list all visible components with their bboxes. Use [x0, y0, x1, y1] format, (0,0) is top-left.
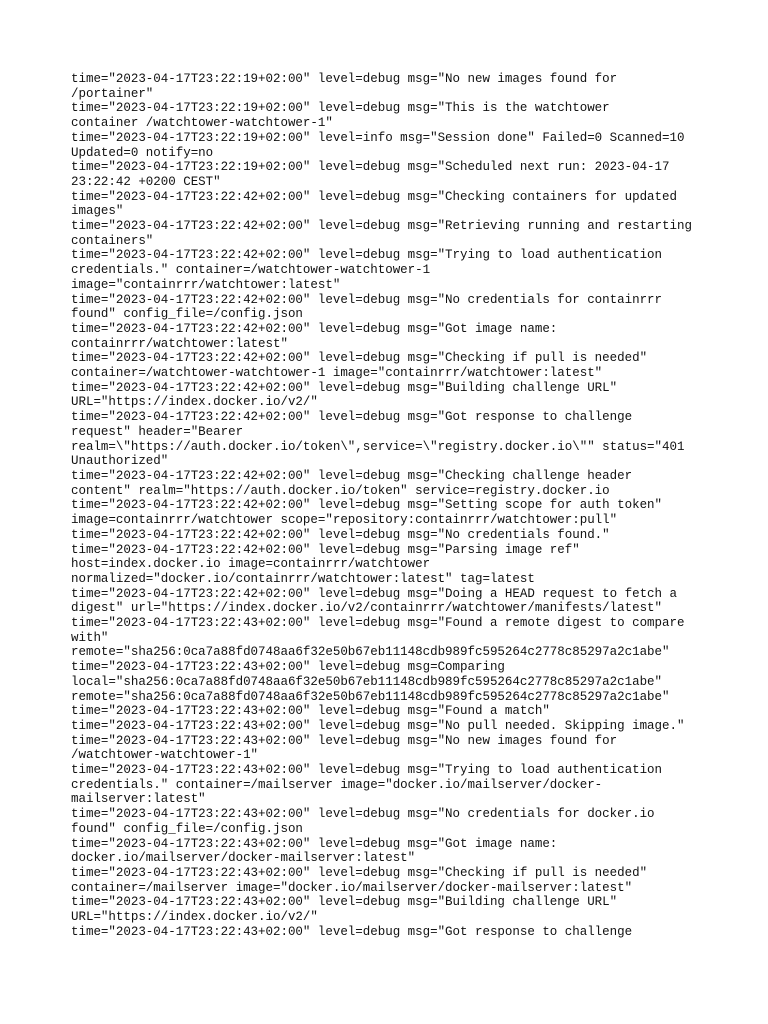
log-line: Updated=0 notify=no — [71, 145, 214, 160]
log-line: time="2023-04-17T23:22:42+02:00" level=debug msg="Setting scope for auth token" — [71, 498, 663, 513]
log-line: image=containrrr/watchtower scope="repository:containrrr/watchtower:pull" — [71, 513, 618, 528]
log-line: time="2023-04-17T23:22:43+02:00" level=debug msg="No credentials for docker.io — [71, 807, 655, 822]
log-line: content" realm="https://auth.docker.io/token" service=registry.docker.io — [71, 483, 610, 498]
log-line: /watchtower-watchtower-1" — [71, 748, 259, 763]
log-line: mailserver:latest" — [71, 792, 206, 807]
log-line: time="2023-04-17T23:22:42+02:00" level=debug msg="Checking challenge header — [71, 468, 633, 483]
log-line: time="2023-04-17T23:22:19+02:00" level=info msg="Session done" Failed=0 Scanned=10 — [71, 130, 685, 145]
log-line: container=/watchtower-watchtower-1 image="containrrr/watchtower:latest" — [71, 366, 603, 381]
log-line: local="sha256:0ca7a88fd0748aa6f32e50b67eb11148cdb989fc595264c2778c85297a2c1abe" — [71, 674, 663, 689]
log-line: 23:22:42 +0200 CEST" — [71, 174, 221, 189]
log-line: remote="sha256:0ca7a88fd0748aa6f32e50b67eb11148cdb989fc595264c2778c85297a2c1abe" — [71, 645, 670, 660]
log-line: time="2023-04-17T23:22:19+02:00" level=debug msg="This is the watchtower — [71, 101, 610, 116]
log-line: URL="https://index.docker.io/v2/" — [71, 910, 318, 925]
log-document — [71, 72, 731, 939]
log-line: time="2023-04-17T23:22:19+02:00" level=debug msg="No new images found for — [71, 72, 618, 86]
log-line: time="2023-04-17T23:22:43+02:00" level=debug msg="No pull needed. Skipping image." — [71, 718, 685, 733]
log-line: time="2023-04-17T23:22:42+02:00" level=debug msg="Checking containers for updated — [71, 189, 677, 204]
log-line: time="2023-04-17T23:22:42+02:00" level=debug msg="Building challenge URL" — [71, 380, 618, 395]
log-line: time="2023-04-17T23:22:42+02:00" level=debug msg="Retrieving running and restarting — [71, 219, 692, 234]
log-line: images" — [71, 204, 124, 219]
log-line: time="2023-04-17T23:22:42+02:00" level=debug msg="No credentials for containrrr — [71, 292, 663, 307]
log-line: request" header="Bearer — [71, 424, 244, 439]
log-line: containrrr/watchtower:latest" — [71, 336, 288, 351]
log-line: time="2023-04-17T23:22:19+02:00" level=debug msg="Scheduled next run: 2023-04-17 — [71, 160, 670, 175]
log-line: credentials." container=/watchtower-watchtower-1 — [71, 263, 431, 278]
log-line: time="2023-04-17T23:22:43+02:00" level=debug msg="Got response to challenge — [71, 924, 633, 939]
log-line: time="2023-04-17T23:22:42+02:00" level=debug msg="Doing a HEAD request to fetch a — [71, 586, 677, 601]
log-line: host=index.docker.io image=containrrr/watchtower — [71, 557, 431, 572]
log-line: realm=\"https://auth.docker.io/token\",service=\"registry.docker.io\"" status="401 — [71, 439, 685, 454]
log-line: time="2023-04-17T23:22:43+02:00" level=debug msg="No new images found for — [71, 733, 618, 748]
log-line: URL="https://index.docker.io/v2/" — [71, 395, 318, 410]
log-line: time="2023-04-17T23:22:43+02:00" level=debug msg="Building challenge URL" — [71, 895, 618, 910]
log-line: time="2023-04-17T23:22:43+02:00" level=debug msg=Comparing — [71, 660, 505, 675]
log-line: time="2023-04-17T23:22:42+02:00" level=debug msg="Parsing image ref" — [71, 542, 580, 557]
log-line: time="2023-04-17T23:22:42+02:00" level=debug msg="Trying to load authentication — [71, 248, 663, 263]
log-line: container /watchtower-watchtower-1" — [71, 116, 333, 131]
log-line: found" config_file=/config.json — [71, 821, 303, 836]
log-line: time="2023-04-17T23:22:43+02:00" level=debug msg="Checking if pull is needed" — [71, 865, 648, 880]
log-line: time="2023-04-17T23:22:42+02:00" level=debug msg="Got response to challenge — [71, 410, 633, 425]
log-line: Unauthorized" — [71, 454, 169, 469]
log-line: with" — [71, 630, 109, 645]
log-line: time="2023-04-17T23:22:43+02:00" level=debug msg="Got image name: — [71, 836, 558, 851]
log-line: docker.io/mailserver/docker-mailserver:latest" — [71, 851, 416, 866]
log-line: time="2023-04-17T23:22:43+02:00" level=debug msg="Found a match" — [71, 704, 550, 719]
log-line: time="2023-04-17T23:22:43+02:00" level=debug msg="Trying to load authentication — [71, 763, 663, 778]
log-line: containers" — [71, 233, 154, 248]
log-line: time="2023-04-17T23:22:43+02:00" level=debug msg="Found a remote digest to compare — [71, 616, 685, 631]
log-line: credentials." container=/mailserver image="docker.io/mailserver/docker- — [71, 777, 603, 792]
log-line: container=/mailserver image="docker.io/mailserver/docker-mailserver:latest" — [71, 880, 633, 895]
log-line: /portainer" — [71, 86, 154, 101]
log-line: image="containrrr/watchtower:latest" — [71, 277, 341, 292]
log-line: digest" url="https://index.docker.io/v2/containrrr/watchtower/manifests/latest" — [71, 601, 663, 616]
log-line: normalized="docker.io/containrrr/watchtower:latest" tag=latest — [71, 571, 535, 586]
log-line: time="2023-04-17T23:22:42+02:00" level=debug msg="Checking if pull is needed" — [71, 351, 648, 366]
log-line: remote="sha256:0ca7a88fd0748aa6f32e50b67eb11148cdb989fc595264c2778c85297a2c1abe" — [71, 689, 670, 704]
log-line: time="2023-04-17T23:22:42+02:00" level=debug msg="No credentials found." — [71, 527, 610, 542]
log-line: time="2023-04-17T23:22:42+02:00" level=debug msg="Got image name: — [71, 321, 558, 336]
log-line: found" config_file=/config.json — [71, 307, 303, 322]
